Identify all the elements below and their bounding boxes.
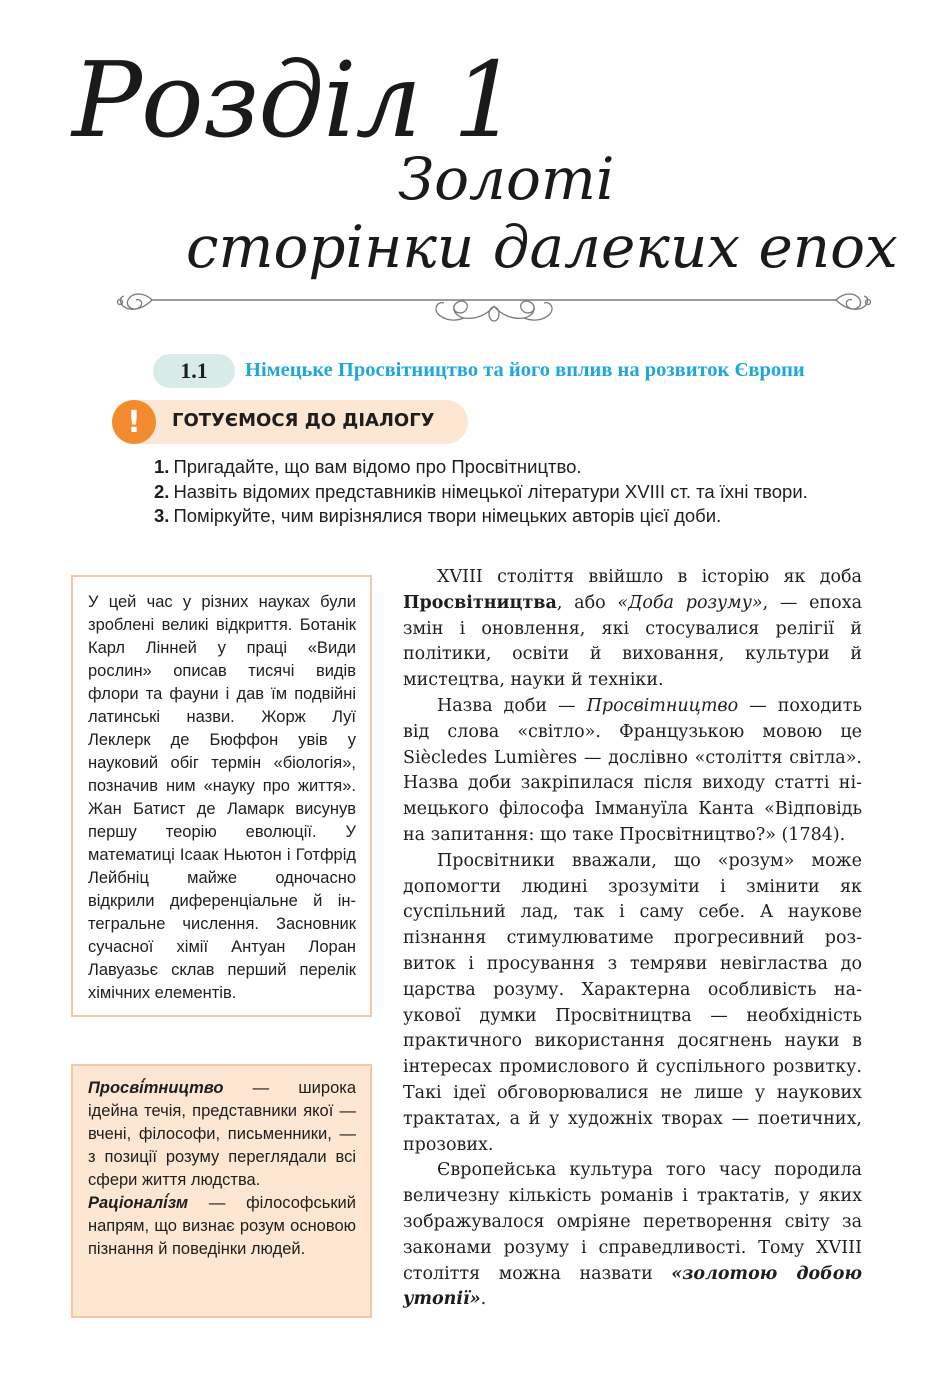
paragraph: Просвітники вважали, що «розум» може допомогти людині зрозуміти і змінити як суспільний лад, так і саму себе. А наукове пізнання стимулюватиме прогресивний розвиток і просування з темряви невігластва до царства розуму. Характерна особливість наукової думки Просвітництва — необхідність практичного використання досягнень науки в інтересах промислового й суспільного розвитку. Такі ідеї обговорювалися не лише у наукових трактатах, а й у художніх творах — поетичних, прозових.	[403, 850, 862, 1155]
sidebar-fact-box	[71, 575, 372, 1017]
chapter-title-line-2: сторінки далеких епох	[186, 213, 898, 281]
preparation-title: ГОТУЄМОСЯ ДО ДІАЛОГУ	[172, 410, 435, 431]
question-list	[118, 455, 862, 529]
section-title: Німецьке Просвітництво та його вплив на розвиток Європи	[245, 359, 805, 381]
exclamation-icon: !	[112, 400, 156, 444]
question-item: 2. Назвіть відомих представників німецької літератури XVIII ст. та їхні твори.	[154, 480, 808, 502]
main-text	[403, 565, 862, 1313]
glossary-definition: — філософський напрям, що визнає розум основою пізнання й поведінки людей.	[88, 1194, 356, 1258]
section-number-badge: 1.1	[153, 354, 235, 388]
glossary-term: Раціоналі́зм	[88, 1194, 189, 1212]
glossary-term: Просві́тництво	[88, 1079, 224, 1097]
glossary-entry	[88, 1077, 356, 1192]
chapter-title-line-1: Золоті	[398, 145, 615, 213]
question-item: 3. Поміркуйте, чим вирізнялися твори німецьких авторів цієї доби.	[154, 505, 722, 526]
paragraph: Європейська культура того часу породила величезну кількість романів і трактатів, у яких зображувалося омріяне перетворення світу за законами розуму і справедливості. Тому XVIII століття можна назвати «золотою добою утопії».	[403, 1160, 862, 1310]
paragraph: Назва доби — Просвітництво — походить від слова «світло». Французькою мовою це Siècledes Lumières — дослівно «століття світла». Назва доби закріпилася після виходу статті німецького філософа Іммануїла Канта «Відповідь на запитання: що таке Просвітництво?» (1784).	[403, 695, 862, 845]
paragraph: XVIII століття ввійшло в історію як доба Просвітництва, або «Доба розуму», — епоха змін і оновлення, які стосувалися релігії й політики, освіти й виховання, культури й мистецтва, науки й техніки.	[403, 567, 862, 691]
glossary-box	[71, 1064, 372, 1318]
chapter-label: Розділ 1	[72, 39, 518, 161]
ornament-divider	[112, 288, 876, 336]
sidebar-fact-text: У цей час у різних науках були зроблені великі відкриття. Ботанік Карл Лінней у праці «Види рослин» описав тисячі видів флори та фауни і дав їм подвійні латинські назви. Жорж Луї Леклерк де Бюффон увів у науковий обіг термін «біологія», позначив ним «науку про життя». Жан Батист де Ламарк висунув першу теорію еволюції. У математиці Ісаак Ньютон і Готфрід Лейбніц майже одночасно відкрили диференціальне й інтегральне числення. Засновник сучасної хімії Антуан Лоран Лавуазьє склав перший перелік хімічних елементів.	[88, 593, 356, 1002]
glossary-definition: — широка ідейна течія, представники якої — вчені, філософи, письменники, — з позиції розуму переглядали всі сфери життя людства.	[88, 1079, 356, 1189]
glossary-entry	[88, 1192, 356, 1261]
question-item: 1. Пригадайте, що вам відомо про Просвітництво.	[154, 456, 582, 477]
